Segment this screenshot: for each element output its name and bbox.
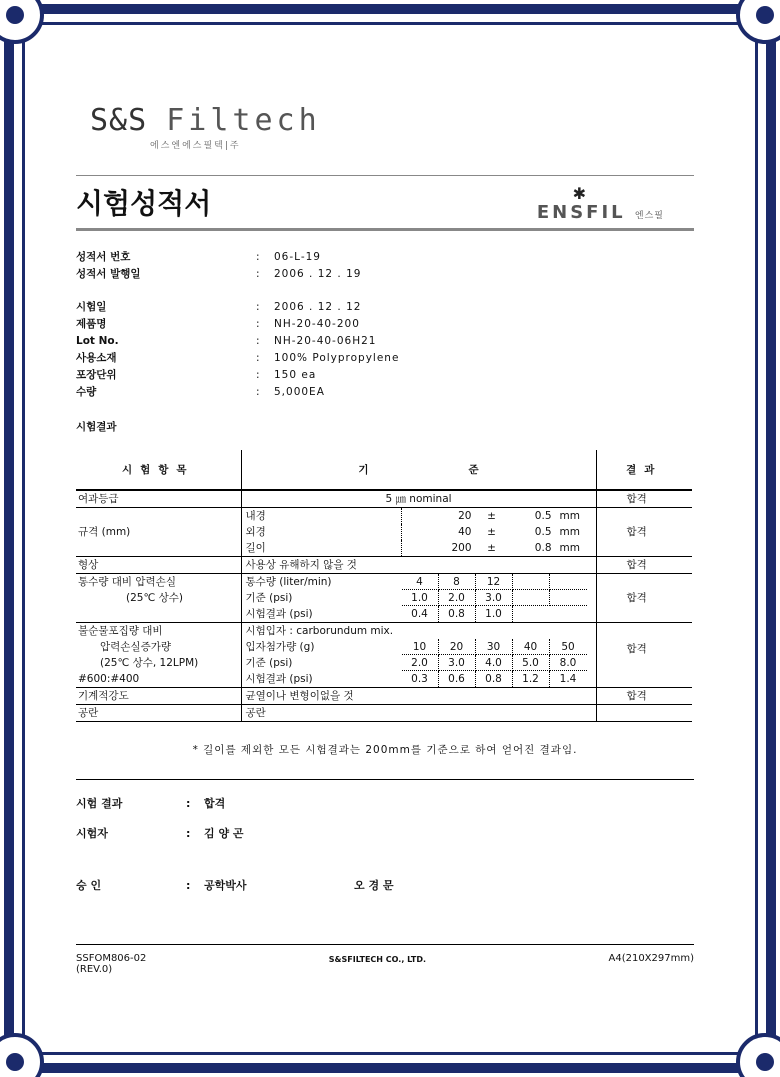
section-label: 시험결과 — [76, 421, 117, 433]
table-row: 불순물포집량 대비 압력손실증가량 (25℃ 상수, 12LPM) #600:#400 시험입자 : carborundum mix. 입자첨가량 (g) 10 20 30 40 50 기준 (psi) 2.0 3.0 4.0 5.0 8.0 시험결과 (psi) 0.3 0.6 0.8 1.2 1.4 합격 — [76, 622, 692, 687]
info-block — [76, 249, 694, 401]
header-item: 시험항목 — [76, 450, 241, 490]
brand-name: ENSFIL — [536, 202, 626, 223]
table-row: 규격 (mm) 내경 20 ± 0.5 mm 외경 40 ± 0.5 mm 길이 200 ± 0.8 mm 합격 — [76, 507, 692, 556]
brand-kr: 엔스필 — [634, 211, 664, 221]
form-code: SSFOM806-02 — [76, 953, 147, 964]
info-row: 사용소재 : 100% Polypropylene — [76, 352, 400, 364]
info-row: 성적서 발행일 : 2006 . 12 . 19 — [76, 268, 362, 280]
results-table — [76, 450, 692, 722]
table-header — [76, 450, 692, 490]
divider — [76, 228, 694, 231]
info-row: 성적서 번호 : 06-L-19 — [76, 251, 321, 263]
table-row: 통수량 대비 압력손실 (25℃ 상수) 통수량 (liter/min) 4 8 12 기준 (psi) 1.0 2.0 3.0 시험결과 (psi) 0.4 0.8 1.0 합격 — [76, 573, 692, 622]
page-title: 시험성적서 — [76, 187, 212, 220]
info-row: 시험일 : 2006 . 12 . 12 — [76, 301, 362, 313]
brand-mark-icon: ✱ — [572, 184, 586, 203]
table-row: 기계적강도 균열이나 변형이없을 것 합격 — [76, 687, 692, 704]
info-row: 포장단위 : 150 ea — [76, 369, 317, 381]
logo-sub: 에스엔에스필텍|주 — [150, 141, 241, 151]
page-footer — [76, 944, 694, 975]
info-row: 제품명 : NH-20-40-200 — [76, 318, 360, 330]
form-rev: (REV.0) — [76, 964, 113, 975]
logo-main: S&S — [90, 103, 148, 138]
footnote: * 길이를 제외한 모든 시험결과는 200mm를 기준으로 하여 얻어진 결과임. — [192, 743, 578, 756]
summary-row: 승 인 : 공학박사 오 경 문 — [76, 878, 394, 892]
footer-company: S&SFILTECH CO., LTD. — [328, 955, 427, 964]
brand-logo — [537, 202, 664, 223]
logo-fil: Filtech — [166, 103, 321, 138]
table-row: 형상 사용상 유해하지 않을 것 합격 — [76, 556, 692, 573]
summary-block — [76, 779, 694, 894]
header-result: 결과 — [596, 450, 692, 490]
info-row: Lot No. : NH-20-40-06H21 — [76, 335, 377, 347]
summary-row: 시험자 : 김 양 곤 — [76, 826, 244, 840]
footer-paper-size: A4(210X297mm) — [608, 953, 694, 964]
table-row: 공란 공란 — [76, 704, 692, 721]
table-row: 여과등급 5 ㎛ nominal 합격 — [76, 490, 692, 507]
summary-row: 시험 결과 : 합격 — [76, 796, 226, 810]
document — [76, 95, 694, 894]
company-logo — [76, 95, 694, 155]
header-std: 기 준 — [241, 450, 596, 490]
info-row: 수량 : 5,000EA — [76, 386, 325, 398]
